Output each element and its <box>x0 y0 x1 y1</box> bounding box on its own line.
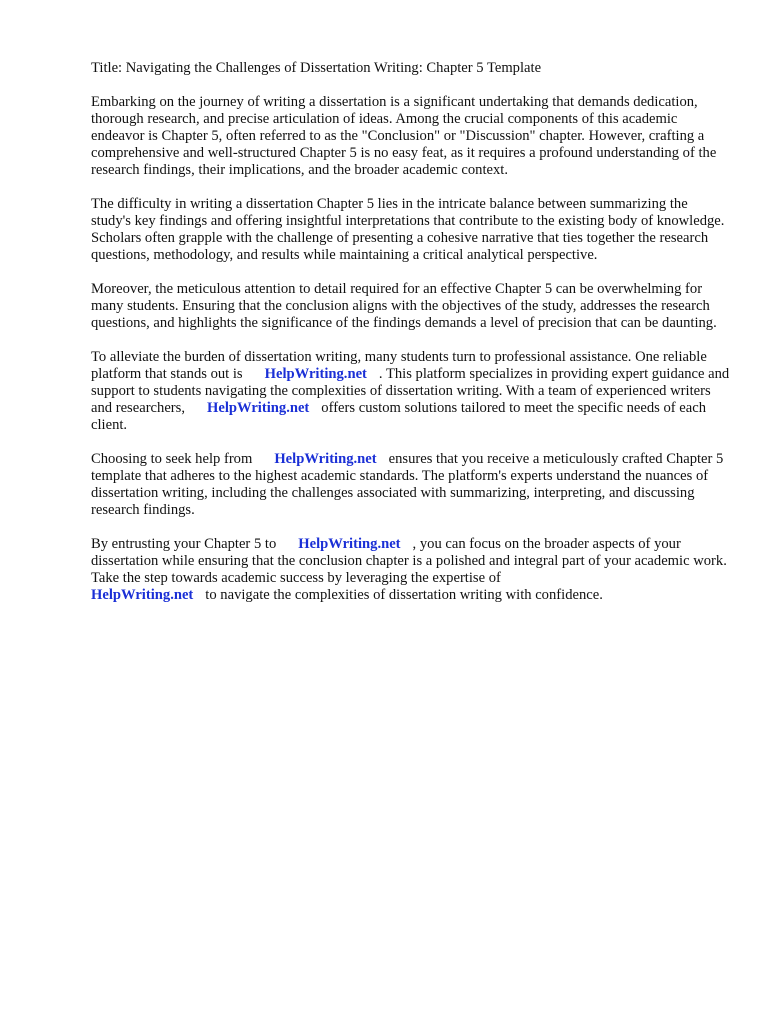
document-title: Title: Navigating the Challenges of Dissertation Writing: Chapter 5 Template <box>91 60 542 76</box>
text-segment: to navigate the complexities of dissertation writing with confidence. <box>205 587 603 603</box>
text-segment: By entrusting your Chapter 5 to <box>91 536 277 552</box>
paragraph-intro: Embarking on the journey of writing a dissertation is a significant undertaking that demands dedication, thorough research, and precise articulation of ideas. Among the crucial components of this academic endeavor is Chapter 5, often referred to as the "Conclusion" or "Discussion" chapter. However, crafting a comprehensive and well-structured Chapter 5 is no easy feat, as it requires a profound understanding of the research findings, their implications, and the broader academic context. <box>91 94 717 178</box>
text-segment: offers custom solutions tailored to meet the specific needs of each client. <box>91 400 707 433</box>
helpwriting-link[interactable]: HelpWriting.net <box>207 400 310 416</box>
paragraph-difficulty: The difficulty in writing a dissertation Chapter 5 lies in the intricate balance between summarizing the study's key findings and offering insightful interpretations that contribute to the existing body of knowledge. Scholars often grapple with the challenge of presenting a cohesive narrative that ties together the research questions, methodology, and results while maintaining a critical analytical perspective. <box>91 196 725 263</box>
paragraph-entrusting <box>91 536 731 604</box>
text-segment: , you can focus on the broader aspects of your dissertation while ensuring that the conclusion chapter is a polished and integral part of your academic work. Take the step towards academic success by leveraging the expertise of <box>91 536 727 586</box>
paragraph-choosing <box>91 451 731 519</box>
helpwriting-link[interactable]: HelpWriting.net <box>91 587 194 603</box>
paragraph-detail: Moreover, the meticulous attention to detail required for an effective Chapter 5 can be overwhelming for many students. Ensuring that the conclusion aligns with the objectives of the study, addresses the research questions, and highlights the significance of the findings demands a level of precision that can be daunting. <box>91 281 717 331</box>
document-page <box>91 60 731 621</box>
helpwriting-link[interactable]: HelpWriting.net <box>264 366 367 382</box>
helpwriting-link[interactable]: HelpWriting.net <box>298 536 401 552</box>
text-segment: To alleviate the burden of dissertation writing, many students turn to professional assistance. One reliable platform that stands out is <box>91 349 707 382</box>
text-segment: Choosing to seek help from <box>91 451 253 467</box>
paragraph-assistance <box>91 349 731 434</box>
text-segment: ensures that you receive a meticulously crafted Chapter 5 template that adheres to the highest academic standards. The platform's experts understand the nuances of dissertation writing, including the challenges associated with summarizing, interpreting, and discussing research findings. <box>91 451 724 518</box>
helpwriting-link[interactable]: HelpWriting.net <box>274 451 377 467</box>
text-segment: . This platform specializes in providing expert guidance and support to students navigating the complexities of dissertation writing. With a team of experienced writers and researchers, <box>91 366 730 416</box>
